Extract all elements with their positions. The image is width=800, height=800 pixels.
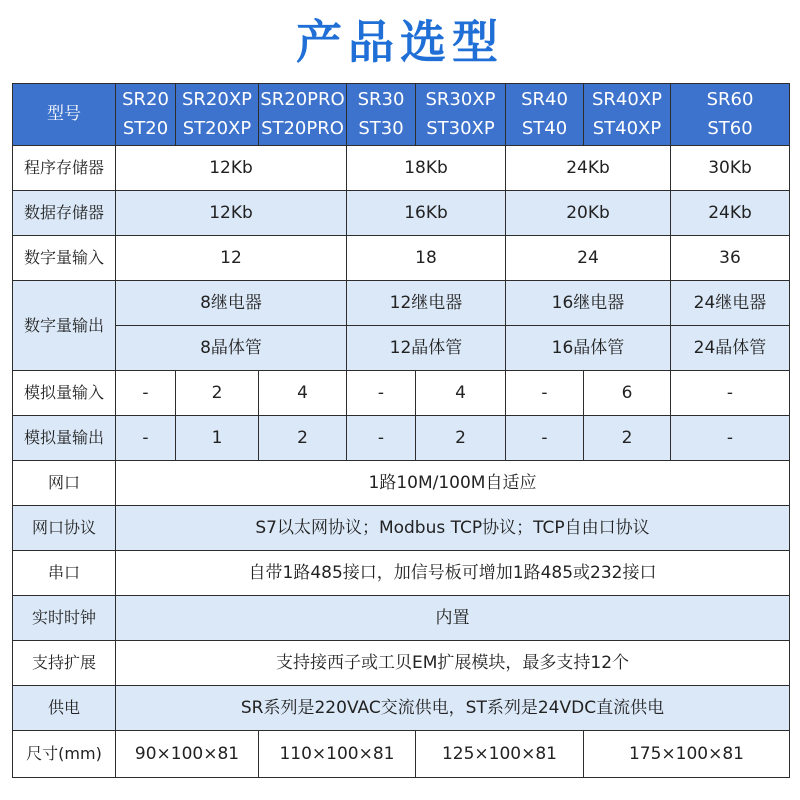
- model-sr: SR30: [357, 88, 405, 110]
- model-st: ST20: [122, 117, 169, 139]
- value-cell: -: [116, 371, 176, 416]
- value-cell: -: [671, 371, 790, 416]
- dimensions-row: [13, 731, 790, 778]
- ethernet-row: [13, 461, 790, 506]
- value-cell: 16继电器: [506, 281, 671, 326]
- row-label: 模拟量输入: [13, 371, 116, 416]
- analog-input-row: [13, 371, 790, 416]
- model-cell: [584, 84, 671, 146]
- value-cell: -: [347, 416, 416, 461]
- value-cell: 2: [416, 416, 506, 461]
- model-sr: SR40: [521, 88, 568, 110]
- model-cell: [347, 84, 416, 146]
- row-label: 网口协议: [13, 506, 116, 551]
- expansion-row: [13, 641, 790, 686]
- value-cell: 12晶体管: [347, 326, 506, 371]
- value-cell: 110×100×81: [259, 731, 416, 778]
- model-st: ST40XP: [592, 117, 662, 139]
- value-cell: 12Kb: [116, 191, 347, 236]
- value-cell: 2: [176, 371, 259, 416]
- model-cell: [416, 84, 506, 146]
- row-label: 模拟量输出: [13, 416, 116, 461]
- value-cell: 18: [347, 236, 506, 281]
- model-sr: SR20PRO: [260, 88, 345, 110]
- row-label: 尺寸(mm): [13, 731, 116, 778]
- value-cell: 1路10M/100M自适应: [116, 461, 790, 506]
- model-st: ST40: [521, 117, 568, 139]
- value-cell: 36: [671, 236, 790, 281]
- analog-output-row: [13, 416, 790, 461]
- row-label: 程序存储器: [13, 146, 116, 191]
- value-cell: -: [116, 416, 176, 461]
- value-cell: 125×100×81: [416, 731, 584, 778]
- model-cell: [671, 84, 790, 146]
- program-memory-row: [13, 146, 790, 191]
- value-cell: 支持接西子或工贝EM扩展模块，最多支持12个: [116, 641, 790, 686]
- value-cell: -: [506, 371, 584, 416]
- model-sr: SR20XP: [181, 88, 253, 110]
- value-cell: 4: [259, 371, 347, 416]
- value-cell: -: [506, 416, 584, 461]
- value-cell: 内置: [116, 596, 790, 641]
- ethernet-protocol-row: [13, 506, 790, 551]
- value-cell: S7以太网协议；Modbus TCP协议；TCP自由口协议: [116, 506, 790, 551]
- value-cell: 20Kb: [506, 191, 671, 236]
- value-cell: -: [347, 371, 416, 416]
- value-cell: -: [671, 416, 790, 461]
- model-cell: [506, 84, 584, 146]
- model-cell: [176, 84, 259, 146]
- row-label: 网口: [13, 461, 116, 506]
- model-sr: SR60: [706, 88, 754, 110]
- digital-input-row: [13, 236, 790, 281]
- value-cell: 16Kb: [347, 191, 506, 236]
- row-label: 实时时钟: [13, 596, 116, 641]
- row-label: 串口: [13, 551, 116, 596]
- power-row: [13, 686, 790, 731]
- model-st: ST20PRO: [261, 117, 344, 139]
- value-cell: 12: [116, 236, 347, 281]
- header-row: [13, 84, 790, 146]
- row-label: 支持扩展: [13, 641, 116, 686]
- value-cell: 16晶体管: [506, 326, 671, 371]
- data-memory-row: [13, 191, 790, 236]
- model-st: ST60: [707, 117, 753, 139]
- digital-output-transistor-row: [13, 326, 790, 371]
- model-sr: SR40XP: [591, 88, 663, 110]
- value-cell: 175×100×81: [584, 731, 790, 778]
- value-cell: 6: [584, 371, 671, 416]
- model-st: ST30XP: [426, 117, 495, 139]
- value-cell: 12Kb: [116, 146, 347, 191]
- value-cell: 24继电器: [671, 281, 790, 326]
- row-label: 数字量输入: [13, 236, 116, 281]
- value-cell: 8晶体管: [116, 326, 347, 371]
- model-cell: [259, 84, 347, 146]
- value-cell: 12继电器: [347, 281, 506, 326]
- page-title: 产品选型: [296, 15, 504, 69]
- rtc-row: [13, 596, 790, 641]
- product-spec-table: [12, 83, 790, 778]
- model-sr: SR20: [122, 88, 169, 110]
- value-cell: 30Kb: [671, 146, 790, 191]
- value-cell: 24: [506, 236, 671, 281]
- value-cell: 2: [584, 416, 671, 461]
- value-cell: 90×100×81: [116, 731, 259, 778]
- model-cell: [116, 84, 176, 146]
- value-cell: 24Kb: [671, 191, 790, 236]
- value-cell: 24晶体管: [671, 326, 790, 371]
- model-sr: SR30XP: [425, 88, 496, 110]
- digital-output-relay-row: [13, 281, 790, 326]
- value-cell: 24Kb: [506, 146, 671, 191]
- serial-row: [13, 551, 790, 596]
- value-cell: 自带1路485接口，加信号板可增加1路485或232接口: [116, 551, 790, 596]
- value-cell: 8继电器: [116, 281, 347, 326]
- value-cell: 2: [259, 416, 347, 461]
- row-label: 供电: [13, 686, 116, 731]
- value-cell: 1: [176, 416, 259, 461]
- value-cell: SR系列是220VAC交流供电，ST系列是24VDC直流供电: [116, 686, 790, 731]
- row-label: 数据存储器: [13, 191, 116, 236]
- row-label: 数字量输出: [13, 281, 116, 371]
- value-cell: 4: [416, 371, 506, 416]
- value-cell: 18Kb: [347, 146, 506, 191]
- model-st: ST30: [358, 117, 404, 139]
- header-label: 型号: [13, 84, 116, 146]
- model-st: ST20XP: [182, 117, 252, 139]
